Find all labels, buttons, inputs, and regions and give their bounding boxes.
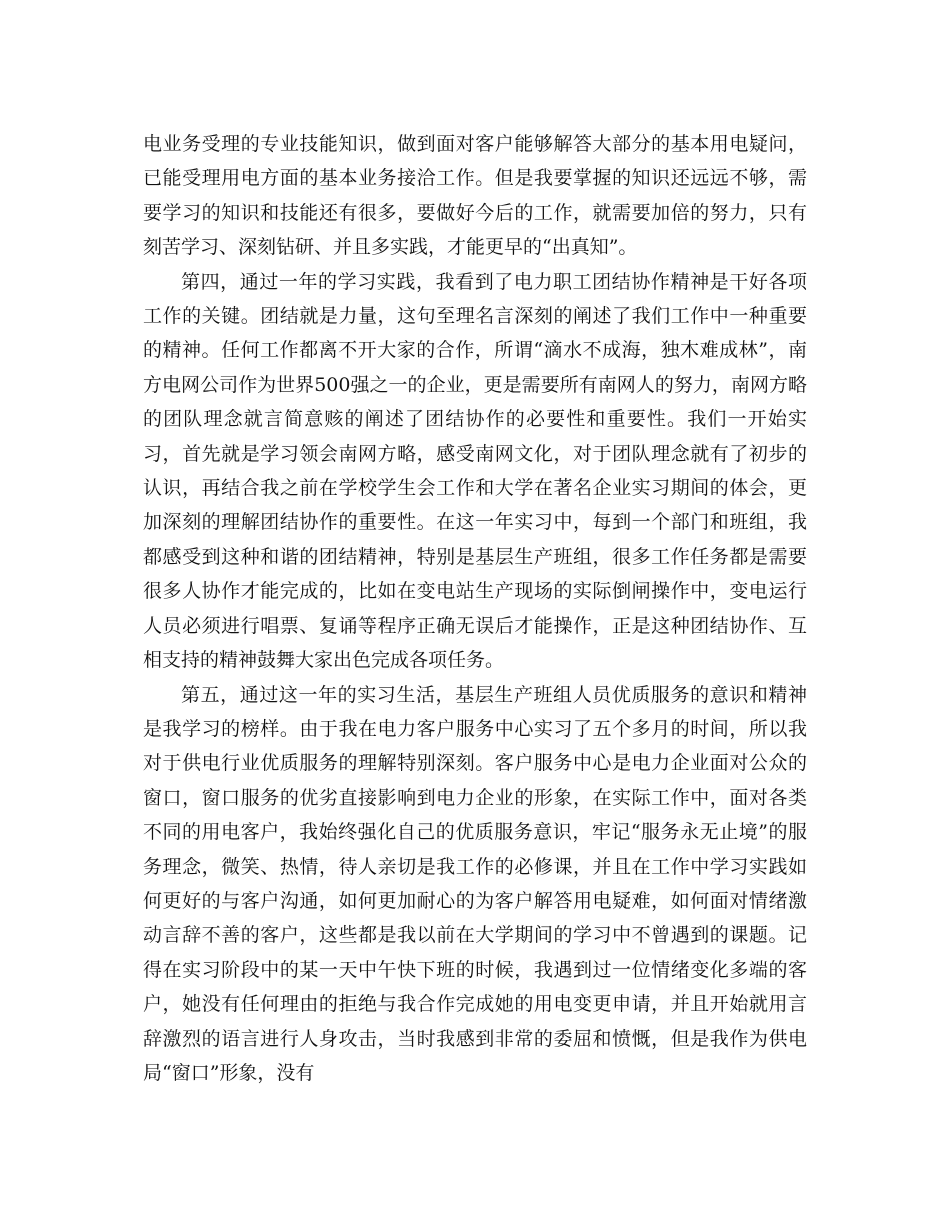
paragraph-fifth-service: 第五，通过这一年的实习生活，基层生产班组人员优质服务的意识和精神是我学习的榜样。由于我在电力客户服务中心实习了五个多月的时间，所以我对于供电行业优质服务的理解特别深刻。客户服务中心是电力企业面对公众的窗口，窗口服务的优劣直接影响到电力企业的形象，在实际工作中，面对各类不同的用电客户，我始终强化自己的优质服务意识，牢记“服务永无止境”的服务理念，微笑、热情，待人亲切是我工作的必修课，并且在工作中学习实践如何更好的与客户沟通，如何更加耐心的为客户解答用电疑难，如何面对情绪激动言辞不善的客户，这些都是我以前在大学期间的学习中不曾遇到的课题。记得在实习阶段中的某一天中午快下班的时候，我遇到过一位情绪变化多端的客户，她没有任何理由的拒绝与我合作完成她的用电变更申请，并且开始就用言辞激烈的语言进行人身攻击，当时我感到非常的委屈和愤慨，但是我作为供电局“窗口”形象，没有: [143, 683, 807, 1084]
paragraph-continued-skills: 电业务受理的专业技能知识，做到面对客户能够解答大部分的基本用电疑问，已能受理用电方面的基本业务接洽工作。但是我要掌握的知识还远远不够，需要学习的知识和技能还有很多，要做好今后的工作，就需要加倍的努力，只有刻苦学习、深刻钻研、并且多实践，才能更早的“出真知”。: [143, 133, 807, 259]
paragraph-fourth-teamwork: 第四，通过一年的学习实践，我看到了电力职工团结协作精神是干好各项工作的关键。团结就是力量，这句至理名言深刻的阐述了我们工作中一种重要的精神。任何工作都离不开大家的合作，所谓“滴水不成海，独木难成林”，南方电网公司作为世界500强之一的企业，更是需要所有南网人的努力，南网方略的团队理念就言简意赅的阐述了团结协作的必要性和重要性。我们一开始实习，首先就是学习领会南网方略，感受南网文化，对于团队理念就有了初步的认识，再结合我之前在学校学生会工作和大学在著名企业实习期间的体会，更加深刻的理解团结协作的重要性。在这一年实习中，每到一个部门和班组，我都感受到这种和谐的团结精神，特别是基层生产班组，很多工作任务都是需要很多人协作才能完成的，比如在变电站生产现场的实际倒闸操作中，变电运行人员必须进行唱票、复诵等程序正确无误后才能操作，正是这种团结协作、互相支持的精神鼓舞大家出色完成各项任务。: [143, 270, 807, 672]
document-page: [143, 127, 807, 1090]
